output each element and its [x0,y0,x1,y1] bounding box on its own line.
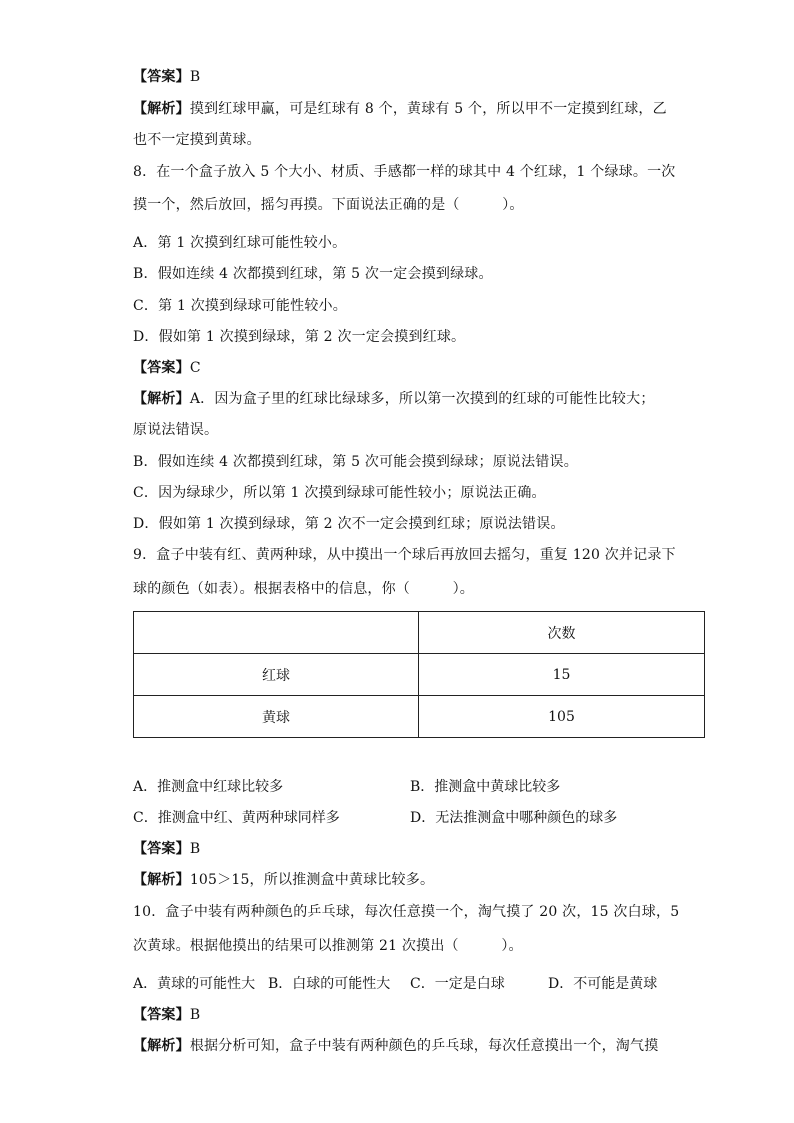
q9-option: D．无法推测盒中哪种颜色的球多 [410,810,618,826]
table-cell: 次数 [419,612,705,654]
tally-table [133,611,705,738]
text-line [133,421,218,439]
answer-label: 【答案】 [133,1007,190,1023]
text-line [133,871,434,889]
q10-option: D．不可能是黄球 [548,976,658,992]
line-text: C [189,360,201,376]
q10-option: A．黄球的可能性大 [133,976,256,992]
text-line [133,390,655,408]
text-line [133,903,679,921]
text-line [133,840,200,858]
line-text: C．第 1 次摸到绿球可能性较小。 [133,298,347,314]
q9-option: B．推测盒中黄球比较多 [410,779,561,795]
text-line [133,546,676,564]
q9-option: A．推测盒中红球比较多 [133,779,284,795]
line-text: B．假如连续 4 次都摸到红球，第 5 次可能会摸到绿球；原说法错误。 [133,454,578,470]
line-text: 105＞15，所以推测盒中黄球比较多。 [189,872,435,888]
text-line [133,265,493,283]
text-line [133,484,546,502]
text-line [133,359,201,377]
answer-label: 【答案】 [133,360,190,376]
text-line [133,163,675,181]
table-cell: 黄球 [134,696,419,738]
table-cell: 105 [419,696,705,738]
table-row [134,696,705,738]
analysis-label: 【解析】 [133,872,190,888]
q9-option: C．推测盒中红、黄两种球同样多 [133,810,340,826]
line-text: 8．在一个盒子放入 5 个大小、材质、手感都一样的球其中 4 个红球，1 个绿球。一次 [133,164,676,180]
line-text: C．因为绿球少，所以第 1 次摸到绿球可能性较小；原说法正确。 [133,485,546,501]
line-text: B [189,841,201,857]
text-line [133,1006,200,1024]
line-text: 原说法错误。 [133,422,219,438]
text-line [133,515,565,533]
text-line [133,68,200,86]
line-text: 球的颜色（如表）。根据表格中的信息，你（ ）。 [133,581,474,597]
analysis-label: 【解析】 [133,1038,190,1054]
line-text: B [189,1007,201,1023]
table-cell [134,612,419,654]
line-text: A．第 1 次摸到红球可能性较小。 [133,235,347,251]
line-text: 根据分析可知，盒子中装有两种颜色的乒乓球，每次任意摸出一个，淘气摸 [189,1038,659,1054]
analysis-label: 【解析】 [133,101,190,117]
line-text: 摸一个，然后放回，摇匀再摸。下面说法正确的是（ ）。 [133,197,524,213]
line-text: 10．盒子中装有两种颜色的乒乓球，每次任意摸一个，淘气摸了 20 次，15 次白球，5 [133,904,680,920]
line-text: 次黄球。根据他摸出的结果可以推测第 21 次摸出（ ）。 [133,938,523,954]
table-cell: 15 [419,654,705,696]
answer-label: 【答案】 [133,841,190,857]
text-line [133,131,261,149]
text-line [133,234,346,252]
line-text: B．假如连续 4 次都摸到红球，第 5 次一定会摸到绿球。 [133,266,493,282]
text-line [133,100,667,118]
text-line [133,453,578,471]
text-line [133,937,523,955]
text-line [133,580,474,598]
line-text: 摸到红球甲赢，可是红球有 8 个，黄球有 5 个，所以甲不一定摸到红球，乙 [189,101,667,117]
answer-label: 【答案】 [133,69,190,85]
table-row [134,654,705,696]
table-cell: 红球 [134,654,419,696]
text-line [133,196,524,214]
line-text: D．假如第 1 次摸到绿球，第 2 次不一定会摸到红球；原说法错误。 [133,516,565,532]
table-header-row [134,612,705,654]
line-text: 也不一定摸到黄球。 [133,132,261,148]
line-text: D．假如第 1 次摸到绿球，第 2 次一定会摸到红球。 [133,329,466,345]
text-line [133,328,465,346]
text-line [133,1037,658,1055]
q10-option: B．白球的可能性大 [268,976,391,992]
q10-option: C．一定是白球 [410,976,505,992]
text-line [133,297,347,315]
analysis-label: 【解析】 [133,391,190,407]
line-text: 9．盒子中装有红、黄两种球，从中摸出一个球后再放回去摇匀，重复 120 次并记录下 [133,547,676,563]
line-text: A．因为盒子里的红球比绿球多，所以第一次摸到的红球的可能性比较大； [189,391,655,407]
line-text: B [189,69,201,85]
